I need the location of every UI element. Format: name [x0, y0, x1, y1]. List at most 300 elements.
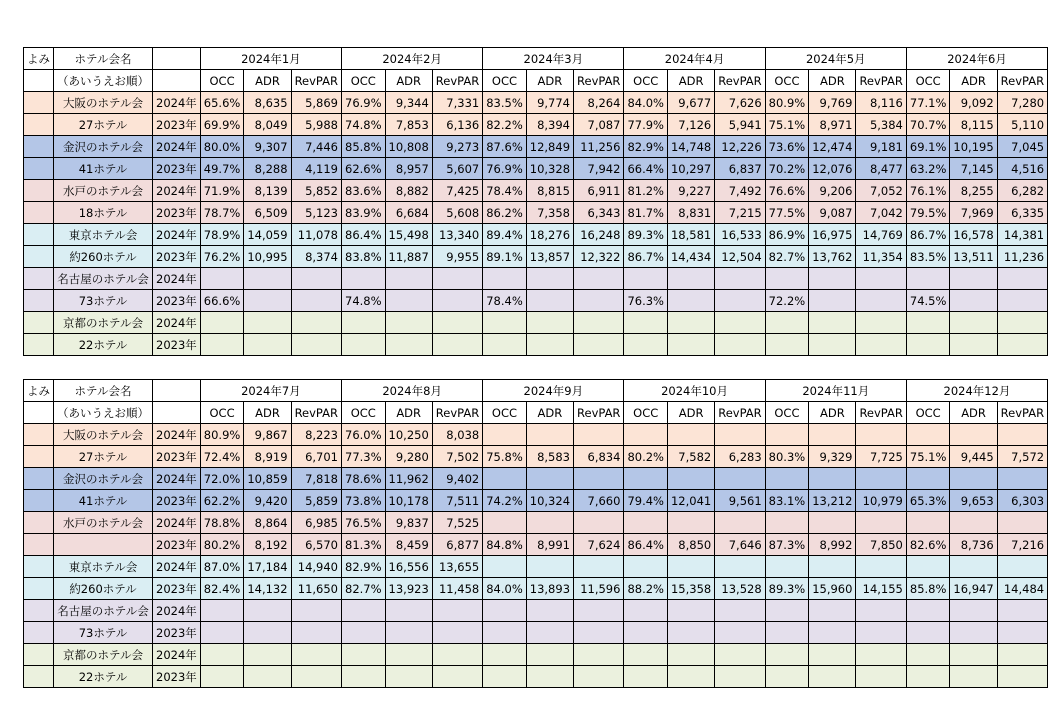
hotel-name-cell: 22ホテル	[54, 334, 153, 356]
order-note: （あいうえお順）	[54, 70, 153, 92]
blank-header-cell	[153, 48, 201, 70]
data-cell	[667, 334, 714, 356]
data-cell: 78.4%	[483, 290, 527, 312]
yomi-cell	[24, 556, 54, 578]
occ-header: OCC	[483, 402, 527, 424]
data-cell	[997, 512, 1047, 534]
hotel-name-cell: 京都のホテル会	[54, 312, 153, 334]
data-cell: 76.9%	[342, 92, 386, 114]
data-cell: 12,504	[715, 246, 765, 268]
data-cell: 74.5%	[906, 290, 950, 312]
blank-header-cell	[153, 70, 201, 92]
table-row	[24, 490, 1048, 512]
data-cell	[526, 334, 573, 356]
revpar-header: RevPAR	[997, 402, 1047, 424]
data-cell: 6,136	[432, 114, 482, 136]
adr-header: ADR	[667, 70, 714, 92]
table-row	[24, 666, 1048, 688]
data-cell: 8,477	[856, 158, 906, 180]
data-cell: 9,561	[715, 490, 765, 512]
data-cell: 8,049	[244, 114, 291, 136]
year-cell: 2024年	[153, 512, 201, 534]
data-cell: 13,340	[432, 224, 482, 246]
data-cell: 13,511	[950, 246, 997, 268]
data-cell: 9,227	[667, 180, 714, 202]
data-cell: 6,283	[715, 446, 765, 468]
yomi-cell	[24, 334, 54, 356]
data-cell: 13,893	[526, 578, 573, 600]
data-cell	[809, 290, 856, 312]
data-cell: 15,960	[809, 578, 856, 600]
data-cell: 13,655	[432, 556, 482, 578]
data-cell	[244, 600, 291, 622]
data-cell	[291, 268, 341, 290]
data-cell	[906, 312, 950, 334]
data-cell: 82.4%	[200, 578, 244, 600]
data-cell: 7,126	[667, 114, 714, 136]
data-cell: 13,212	[809, 490, 856, 512]
data-cell: 9,307	[244, 136, 291, 158]
data-cell: 83.1%	[765, 490, 809, 512]
revpar-header: RevPAR	[574, 70, 624, 92]
data-cell: 7,572	[997, 446, 1047, 468]
data-cell: 7,145	[950, 158, 997, 180]
table-row	[24, 114, 1048, 136]
data-cell: 82.9%	[624, 136, 668, 158]
data-cell: 83.8%	[342, 246, 386, 268]
table-row	[24, 644, 1048, 666]
data-cell: 15,498	[385, 224, 432, 246]
data-cell	[574, 556, 624, 578]
data-cell: 87.6%	[483, 136, 527, 158]
data-cell	[856, 600, 906, 622]
data-cell: 83.6%	[342, 180, 386, 202]
data-cell	[574, 600, 624, 622]
data-cell: 78.9%	[200, 224, 244, 246]
data-cell	[526, 666, 573, 688]
data-cell	[574, 622, 624, 644]
data-cell: 9,653	[950, 490, 997, 512]
data-cell: 69.9%	[200, 114, 244, 136]
hotel-name-header: ホテル会名	[54, 380, 153, 402]
data-cell	[432, 290, 482, 312]
hotel-name-cell: 水戸のホテル会	[54, 512, 153, 534]
blank-header-cell	[24, 402, 54, 424]
data-cell: 86.9%	[765, 224, 809, 246]
data-cell	[950, 644, 997, 666]
table-row	[24, 512, 1048, 534]
data-cell: 63.2%	[906, 158, 950, 180]
data-cell	[574, 334, 624, 356]
data-cell	[342, 600, 386, 622]
data-cell	[715, 424, 765, 446]
data-cell: 5,988	[291, 114, 341, 136]
data-cell: 14,484	[997, 578, 1047, 600]
data-cell: 8,957	[385, 158, 432, 180]
data-cell: 65.6%	[200, 92, 244, 114]
month-header: 2024年10月	[624, 380, 765, 402]
data-cell: 8,116	[856, 92, 906, 114]
occ-header: OCC	[906, 70, 950, 92]
data-cell	[526, 556, 573, 578]
table-row	[24, 534, 1048, 556]
data-cell: 79.4%	[624, 490, 668, 512]
month-header: 2024年6月	[906, 48, 1047, 70]
data-cell	[667, 644, 714, 666]
data-cell	[997, 644, 1047, 666]
data-cell	[385, 290, 432, 312]
data-cell	[574, 512, 624, 534]
data-cell	[950, 600, 997, 622]
year-cell: 2024年	[153, 268, 201, 290]
data-cell: 83.5%	[906, 246, 950, 268]
data-cell: 6,877	[432, 534, 482, 556]
data-cell	[906, 468, 950, 490]
data-cell	[200, 644, 244, 666]
data-cell: 12,041	[667, 490, 714, 512]
data-cell	[997, 666, 1047, 688]
data-cell	[906, 424, 950, 446]
data-cell	[856, 622, 906, 644]
hotel-name-cell: 東京ホテル会	[54, 224, 153, 246]
data-cell	[856, 556, 906, 578]
revpar-header: RevPAR	[432, 402, 482, 424]
data-cell	[483, 512, 527, 534]
data-cell: 6,509	[244, 202, 291, 224]
table-row	[24, 246, 1048, 268]
metric-header-row	[24, 402, 1048, 424]
data-cell: 72.2%	[765, 290, 809, 312]
data-cell: 10,328	[526, 158, 573, 180]
data-cell	[809, 644, 856, 666]
data-cell: 7,215	[715, 202, 765, 224]
data-cell	[950, 666, 997, 688]
occ-header: OCC	[342, 402, 386, 424]
data-cell	[715, 622, 765, 644]
data-cell	[200, 600, 244, 622]
hotel-name-cell: 大阪のホテル会	[54, 424, 153, 446]
data-cell: 8,583	[526, 446, 573, 468]
yomi-cell	[24, 534, 54, 556]
yomi-cell	[24, 468, 54, 490]
data-cell: 12,849	[526, 136, 573, 158]
data-cell: 8,831	[667, 202, 714, 224]
data-cell	[856, 666, 906, 688]
data-cell: 78.8%	[200, 512, 244, 534]
data-cell	[997, 334, 1047, 356]
data-cell: 14,434	[667, 246, 714, 268]
data-cell	[244, 644, 291, 666]
occ-header: OCC	[765, 402, 809, 424]
data-cell	[950, 334, 997, 356]
data-cell: 12,474	[809, 136, 856, 158]
data-cell: 7,942	[574, 158, 624, 180]
data-cell: 72.4%	[200, 446, 244, 468]
table-row	[24, 180, 1048, 202]
data-cell: 18,581	[667, 224, 714, 246]
occ-header: OCC	[200, 402, 244, 424]
data-cell: 70.2%	[765, 158, 809, 180]
yomi-cell	[24, 600, 54, 622]
data-cell	[244, 268, 291, 290]
data-cell	[483, 268, 527, 290]
occ-header: OCC	[624, 402, 668, 424]
data-cell: 76.5%	[342, 512, 386, 534]
yomi-cell	[24, 644, 54, 666]
data-cell	[906, 622, 950, 644]
year-cell: 2023年	[153, 246, 201, 268]
data-cell: 14,059	[244, 224, 291, 246]
adr-header: ADR	[950, 70, 997, 92]
data-cell: 74.2%	[483, 490, 527, 512]
data-cell	[385, 666, 432, 688]
adr-header: ADR	[809, 70, 856, 92]
data-cell	[950, 622, 997, 644]
data-cell	[342, 622, 386, 644]
adr-header: ADR	[950, 402, 997, 424]
year-cell: 2023年	[153, 490, 201, 512]
hotel-name-cell: 東京ホテル会	[54, 556, 153, 578]
data-cell: 73.8%	[342, 490, 386, 512]
data-cell: 5,941	[715, 114, 765, 136]
data-cell: 9,329	[809, 446, 856, 468]
data-cell	[667, 290, 714, 312]
adr-header: ADR	[526, 70, 573, 92]
data-cell	[200, 666, 244, 688]
data-cell: 8,139	[244, 180, 291, 202]
data-cell: 86.7%	[906, 224, 950, 246]
data-cell: 5,869	[291, 92, 341, 114]
hotel-stats-table	[23, 379, 1048, 688]
adr-header: ADR	[385, 402, 432, 424]
table-row	[24, 158, 1048, 180]
data-cell: 7,216	[997, 534, 1047, 556]
hotel-name-cell: 水戸のホテル会	[54, 180, 153, 202]
table-row	[24, 556, 1048, 578]
data-cell: 76.1%	[906, 180, 950, 202]
data-cell	[291, 600, 341, 622]
data-cell	[342, 644, 386, 666]
data-cell	[856, 468, 906, 490]
data-cell: 10,178	[385, 490, 432, 512]
data-cell	[809, 312, 856, 334]
yomi-header: よみ	[24, 380, 54, 402]
table-row	[24, 312, 1048, 334]
data-cell: 8,459	[385, 534, 432, 556]
data-cell: 17,184	[244, 556, 291, 578]
year-cell: 2023年	[153, 158, 201, 180]
data-cell: 14,132	[244, 578, 291, 600]
data-cell: 7,042	[856, 202, 906, 224]
occ-header: OCC	[200, 70, 244, 92]
data-cell	[291, 622, 341, 644]
data-cell: 70.7%	[906, 114, 950, 136]
blank-header-cell	[153, 402, 201, 424]
data-cell: 7,660	[574, 490, 624, 512]
hotel-name-cell: 41ホテル	[54, 490, 153, 512]
data-cell	[765, 666, 809, 688]
revpar-header: RevPAR	[856, 70, 906, 92]
data-cell: 78.4%	[483, 180, 527, 202]
table-row	[24, 468, 1048, 490]
data-cell	[667, 312, 714, 334]
data-cell: 62.6%	[342, 158, 386, 180]
data-cell	[765, 424, 809, 446]
data-cell: 7,087	[574, 114, 624, 136]
data-cell: 14,155	[856, 578, 906, 600]
yomi-cell	[24, 114, 54, 136]
data-cell: 7,331	[432, 92, 482, 114]
data-cell	[244, 622, 291, 644]
data-cell: 80.0%	[200, 136, 244, 158]
data-cell: 84.0%	[483, 578, 527, 600]
year-cell: 2023年	[153, 666, 201, 688]
data-cell	[667, 666, 714, 688]
data-cell: 8,288	[244, 158, 291, 180]
data-cell	[997, 600, 1047, 622]
year-cell: 2023年	[153, 578, 201, 600]
data-cell	[715, 512, 765, 534]
data-cell: 77.5%	[765, 202, 809, 224]
data-cell: 82.7%	[765, 246, 809, 268]
data-cell	[950, 424, 997, 446]
data-cell	[432, 268, 482, 290]
revpar-header: RevPAR	[574, 402, 624, 424]
data-cell: 13,528	[715, 578, 765, 600]
data-cell	[483, 312, 527, 334]
data-cell: 9,273	[432, 136, 482, 158]
data-cell: 79.5%	[906, 202, 950, 224]
yomi-cell	[24, 158, 54, 180]
data-cell	[342, 666, 386, 688]
data-cell: 11,078	[291, 224, 341, 246]
hotel-name-cell: 73ホテル	[54, 622, 153, 644]
data-cell	[526, 644, 573, 666]
data-cell: 13,923	[385, 578, 432, 600]
data-cell: 7,045	[997, 136, 1047, 158]
yomi-cell	[24, 92, 54, 114]
data-cell	[526, 312, 573, 334]
data-cell: 73.6%	[765, 136, 809, 158]
revpar-header: RevPAR	[856, 402, 906, 424]
data-cell	[667, 512, 714, 534]
occ-header: OCC	[765, 70, 809, 92]
data-cell: 77.3%	[342, 446, 386, 468]
data-cell: 7,280	[997, 92, 1047, 114]
data-cell: 9,445	[950, 446, 997, 468]
data-cell: 89.4%	[483, 224, 527, 246]
data-cell: 83.5%	[483, 92, 527, 114]
hotel-name-cell: 約260ホテル	[54, 578, 153, 600]
yomi-cell	[24, 136, 54, 158]
data-cell	[997, 312, 1047, 334]
data-cell	[906, 644, 950, 666]
data-cell	[624, 512, 668, 534]
data-cell: 81.2%	[624, 180, 668, 202]
data-cell: 82.6%	[906, 534, 950, 556]
data-cell: 8,115	[950, 114, 997, 136]
data-cell	[715, 312, 765, 334]
data-cell: 77.1%	[906, 92, 950, 114]
table-row	[24, 224, 1048, 246]
data-cell: 80.2%	[624, 446, 668, 468]
year-cell: 2024年	[153, 224, 201, 246]
data-cell: 14,940	[291, 556, 341, 578]
month-header: 2024年2月	[342, 48, 483, 70]
data-cell: 10,808	[385, 136, 432, 158]
data-cell: 69.1%	[906, 136, 950, 158]
data-cell	[997, 622, 1047, 644]
data-cell	[809, 268, 856, 290]
month-header: 2024年4月	[624, 48, 765, 70]
hotel-name-cell: 約260ホテル	[54, 246, 153, 268]
data-cell: 8,992	[809, 534, 856, 556]
data-cell: 76.6%	[765, 180, 809, 202]
data-cell: 74.8%	[342, 290, 386, 312]
data-cell	[385, 622, 432, 644]
yomi-cell	[24, 312, 54, 334]
data-cell	[667, 468, 714, 490]
data-cell	[244, 290, 291, 312]
data-cell: 9,092	[950, 92, 997, 114]
data-cell: 7,850	[856, 534, 906, 556]
data-cell: 89.3%	[765, 578, 809, 600]
year-cell: 2024年	[153, 468, 201, 490]
data-cell	[624, 622, 668, 644]
data-cell	[574, 424, 624, 446]
data-cell	[624, 424, 668, 446]
data-cell: 78.6%	[342, 468, 386, 490]
data-cell	[667, 622, 714, 644]
data-cell	[483, 644, 527, 666]
data-cell: 6,343	[574, 202, 624, 224]
data-cell: 16,556	[385, 556, 432, 578]
data-cell: 8,850	[667, 534, 714, 556]
data-cell	[906, 268, 950, 290]
blank-header-cell	[153, 380, 201, 402]
data-cell: 7,853	[385, 114, 432, 136]
data-cell	[483, 666, 527, 688]
data-cell	[765, 556, 809, 578]
data-cell	[200, 334, 244, 356]
data-cell	[200, 622, 244, 644]
table-row	[24, 290, 1048, 312]
yomi-header: よみ	[24, 48, 54, 70]
data-cell: 9,420	[244, 490, 291, 512]
data-cell: 80.9%	[200, 424, 244, 446]
month-header-row	[24, 48, 1048, 70]
data-cell: 80.2%	[200, 534, 244, 556]
data-cell: 8,815	[526, 180, 573, 202]
data-cell	[200, 312, 244, 334]
data-cell	[432, 600, 482, 622]
data-cell	[574, 312, 624, 334]
data-cell	[765, 644, 809, 666]
data-cell	[997, 424, 1047, 446]
data-cell	[624, 334, 668, 356]
data-cell: 77.9%	[624, 114, 668, 136]
data-cell	[483, 556, 527, 578]
data-cell: 11,354	[856, 246, 906, 268]
data-cell: 8,394	[526, 114, 573, 136]
data-cell	[624, 644, 668, 666]
data-cell: 89.3%	[624, 224, 668, 246]
occ-header: OCC	[906, 402, 950, 424]
data-cell: 7,969	[950, 202, 997, 224]
year-cell: 2024年	[153, 92, 201, 114]
data-cell: 7,502	[432, 446, 482, 468]
yomi-cell	[24, 512, 54, 534]
